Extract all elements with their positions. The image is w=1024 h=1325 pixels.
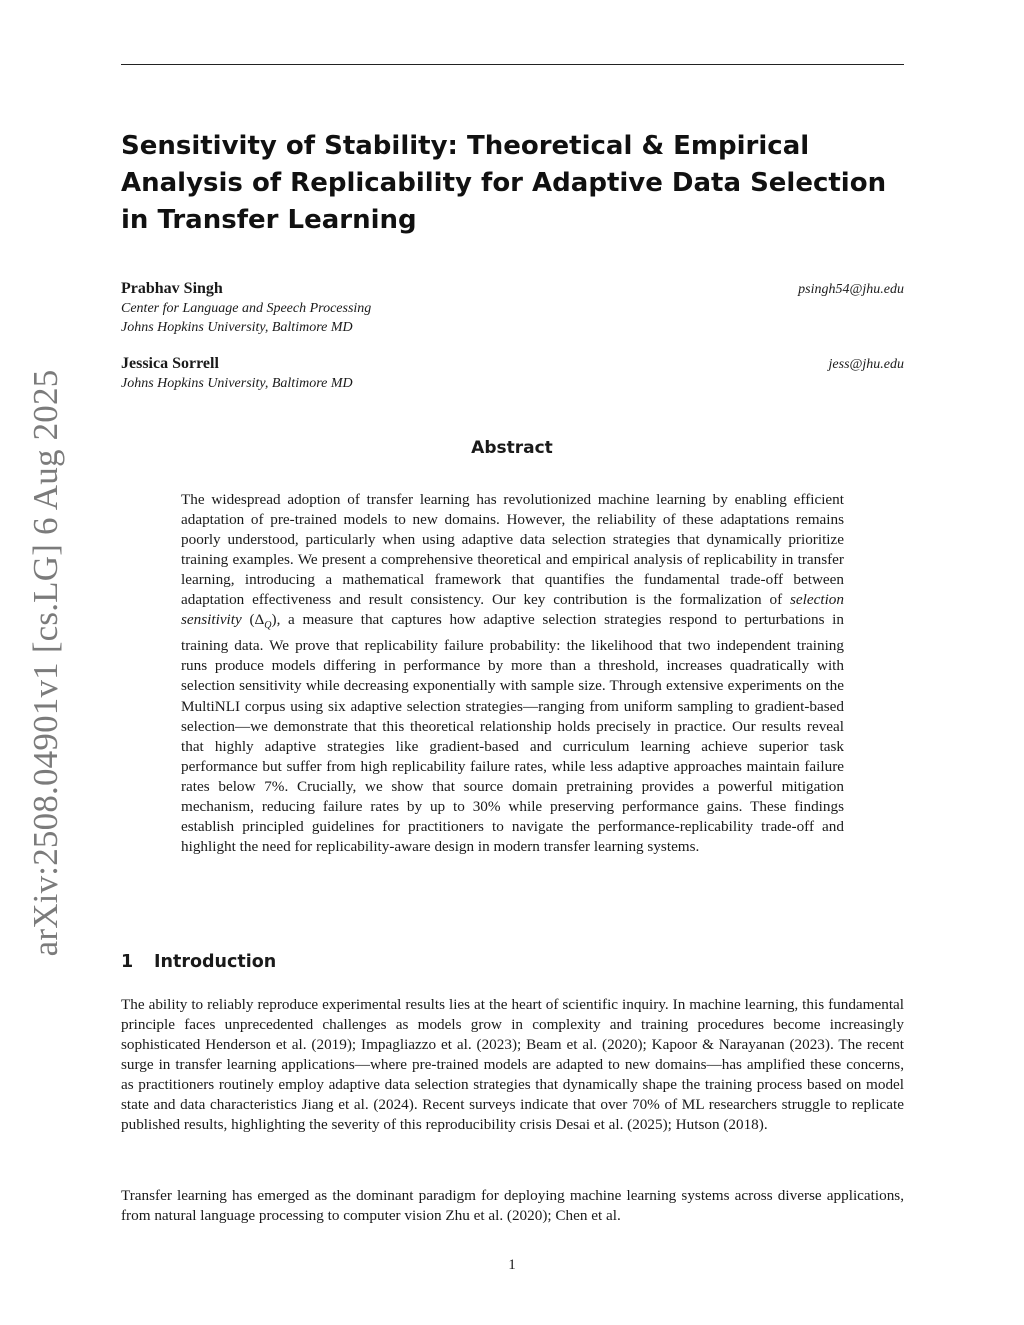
section-heading-introduction	[121, 952, 276, 972]
author-name: Prabhav Singh	[121, 280, 223, 297]
author-block-2	[121, 354, 904, 393]
author-affiliation: Johns Hopkins University, Baltimore MD	[121, 376, 353, 391]
page-number: 1	[508, 1257, 516, 1273]
abstract-text-before: The widespread adoption of transfer learning has revolutionized machine learning by enabling efficient adaptation of pre-trained models to new domains. However, the reliability of these adaptations remains poorly understood, particularly when using adaptive data selection strategies that dynamically prioritize training examples. We present a comprehensive theoretical and empirical analysis of replicability in transfer learning, introducing a mathematical framework that quantifies the fundamental trade-off between adaptation effectiveness and result consistency. Our key contribution is the formalization of	[181, 491, 844, 609]
author-block-1	[121, 279, 904, 337]
author-email[interactable]: psingh54@jhu.edu	[798, 282, 904, 297]
abstract-symbol: $(\Delta_Q)$	[249, 611, 277, 632]
author-affiliation: Johns Hopkins University, Baltimore MD	[121, 320, 353, 335]
abstract-term: selection sensitivity	[181, 591, 844, 629]
paper-title: Sensitivity of Stability: Theoretical & Empirical Analysis of Replicability for Adaptive Data Selection in Transfer Learning	[121, 131, 887, 235]
section-title: Introduction	[154, 952, 277, 972]
abstract-heading: Abstract	[471, 438, 553, 458]
arxiv-identifier[interactable]: arXiv:2508.04901v1 [cs.LG] 6 Aug 2025	[26, 369, 65, 957]
author-affiliation: Center for Language and Speech Processing	[121, 301, 372, 316]
abstract-body	[181, 490, 844, 857]
top-rule	[121, 64, 904, 65]
abstract-text-after: , a measure that captures how adaptive selection strategies respond to perturbations in training data. We prove that replicability failure probability: the likelihood that two independent training runs produce models differing in performance by more than a threshold, increases quadratically with selection sensitivity while decreasing exponentially with sample size. Through extensive experiments on the MultiNLI corpus using six adaptive selection strategies—ranging from uniform sampling to gradient-based selection—we demonstrate that this theoretical relationship holds precisely in practice. Our results reveal that highly adaptive strategies like gradient-based and curriculum learning achieve superior task performance but suffer from high replicability failure rates, while less adaptive approaches maintain failure rates below 7%. Crucially, we show that source domain pretraining provides a powerful mitigation mechanism, reducing failure rates by up to 30% while preserving performance gains. These findings establish principled guidelines for practitioners to navigate the performance-replicability trade-off and highlight the need for replicability-aware design in modern transfer learning systems.	[181, 611, 844, 855]
intro-paragraph-1: The ability to reliably reproduce experimental results lies at the heart of scientific inquiry. In machine learning, this fundamental principle faces unprecedented challenges as models grow in complexity and training procedures become increasingly sophisticated Henderson et al. (2019); Impagliazzo et al. (2023); Beam et al. (2020); Kapoor & Narayanan (2023). The recent surge in transfer learning applications—where pre-trained models are adapted to new domains—has amplified these concerns, as practitioners routinely employ adaptive data selection strategies that dynamically shape the training process based on model state and data characteristics Jiang et al. (2024). Recent surveys indicate that over 70% of ML researchers struggle to replicate published results, highlighting the severity of this reproducibility crisis Desai et al. (2025); Hutson (2018).	[121, 996, 904, 1134]
intro-paragraph-2: Transfer learning has emerged as the dominant paradigm for deploying machine learning systems across diverse applications, from natural language processing to computer vision Zhu et al. (2020); Chen et al.	[121, 1187, 904, 1225]
author-email[interactable]: jess@jhu.edu	[828, 357, 904, 372]
author-name: Jessica Sorrell	[121, 355, 219, 372]
section-number: 1	[121, 952, 134, 972]
